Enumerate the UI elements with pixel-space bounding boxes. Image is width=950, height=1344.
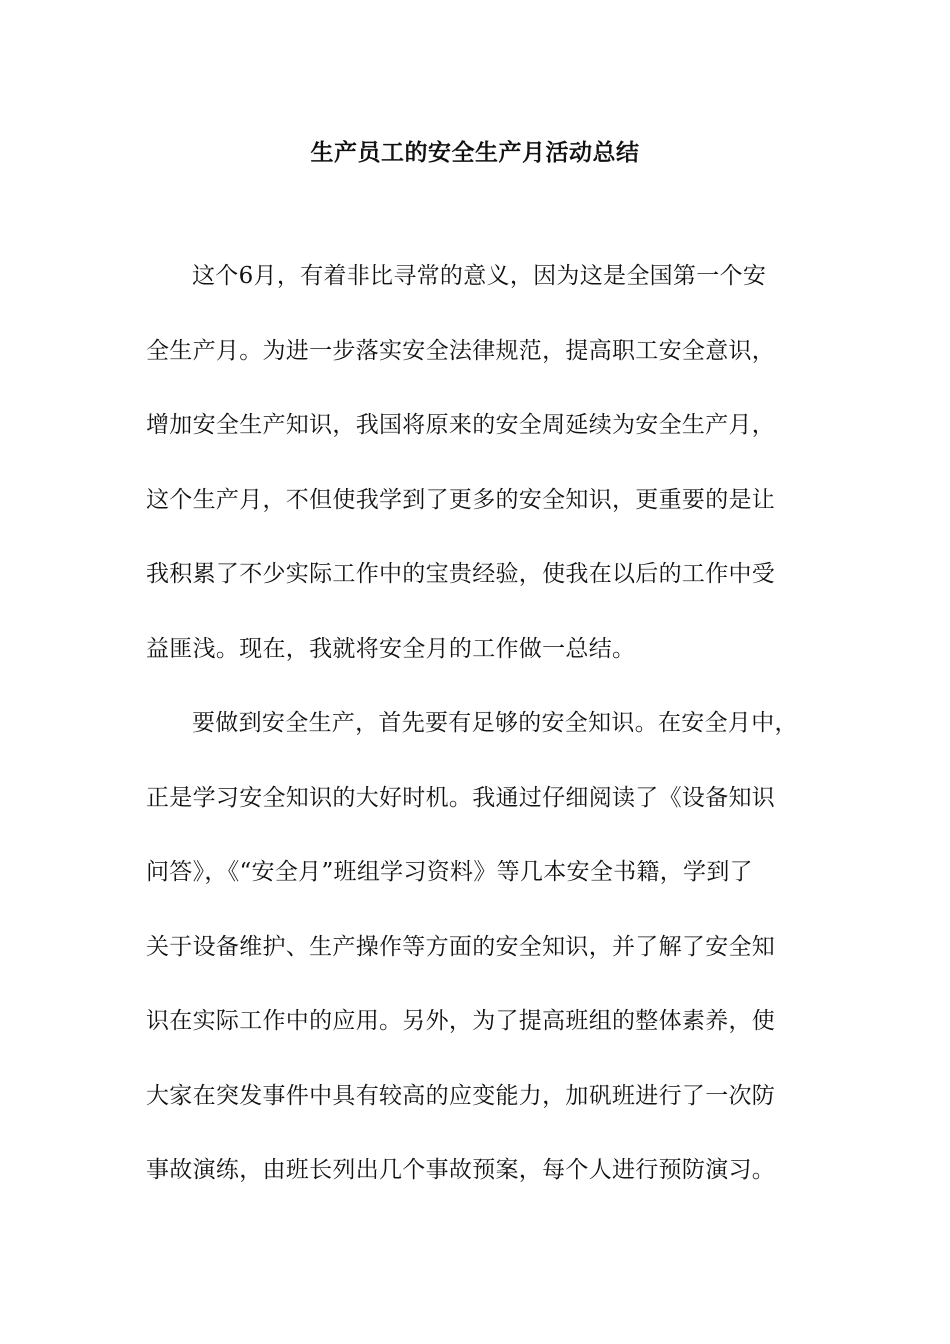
paragraph-line: 增加安全生产知识，我国将原来的安全周延续为安全生产月， [146, 412, 776, 438]
paragraph-line: 要做到安全生产，首先要有足够的安全知识。在安全月中， [192, 710, 798, 736]
document-title: 生产员工的安全生产月活动总结 [310, 140, 640, 166]
paragraph-line: 我积累了不少实际工作中的宝贵经验，使我在以后的工作中受 [146, 561, 776, 587]
paragraph-line: 大家在突发事件中具有较高的应变能力，加矾班进行了一次防 [146, 1082, 776, 1109]
paragraph-line: 事故演练，由班长列出几个事故预案，每个人进行预防演习。 [146, 1157, 776, 1183]
paragraph-line: 这个生产月，不但使我学到了更多的安全知识，更重要的是让 [146, 486, 776, 513]
document-body [146, 252, 826, 1221]
paragraph-line: 益匪浅。现在，我就将安全月的工作做一总结。 [146, 635, 636, 662]
paragraph-line: 正是学习安全知识的大好时机。我通过仔细阅读了《设备知识 [146, 784, 776, 811]
paragraph-line: 全生产月。为进一步落实安全法律规范，提高职工安全意识， [146, 337, 776, 364]
paragraph-line: 问答》，《“安全月”班组学习资料》等几本安全书籍，学到了 [146, 859, 753, 885]
paragraph-line: 识在实际工作中的应用。另外，为了提高班组的整体素养，使 [146, 1008, 776, 1034]
paragraph-line: 这个6月，有着非比寻常的意义，因为这是全国第一个安 [192, 263, 767, 289]
paragraph-line: 关于设备维护、生产操作等方面的安全知识，并了解了安全知 [146, 933, 776, 960]
